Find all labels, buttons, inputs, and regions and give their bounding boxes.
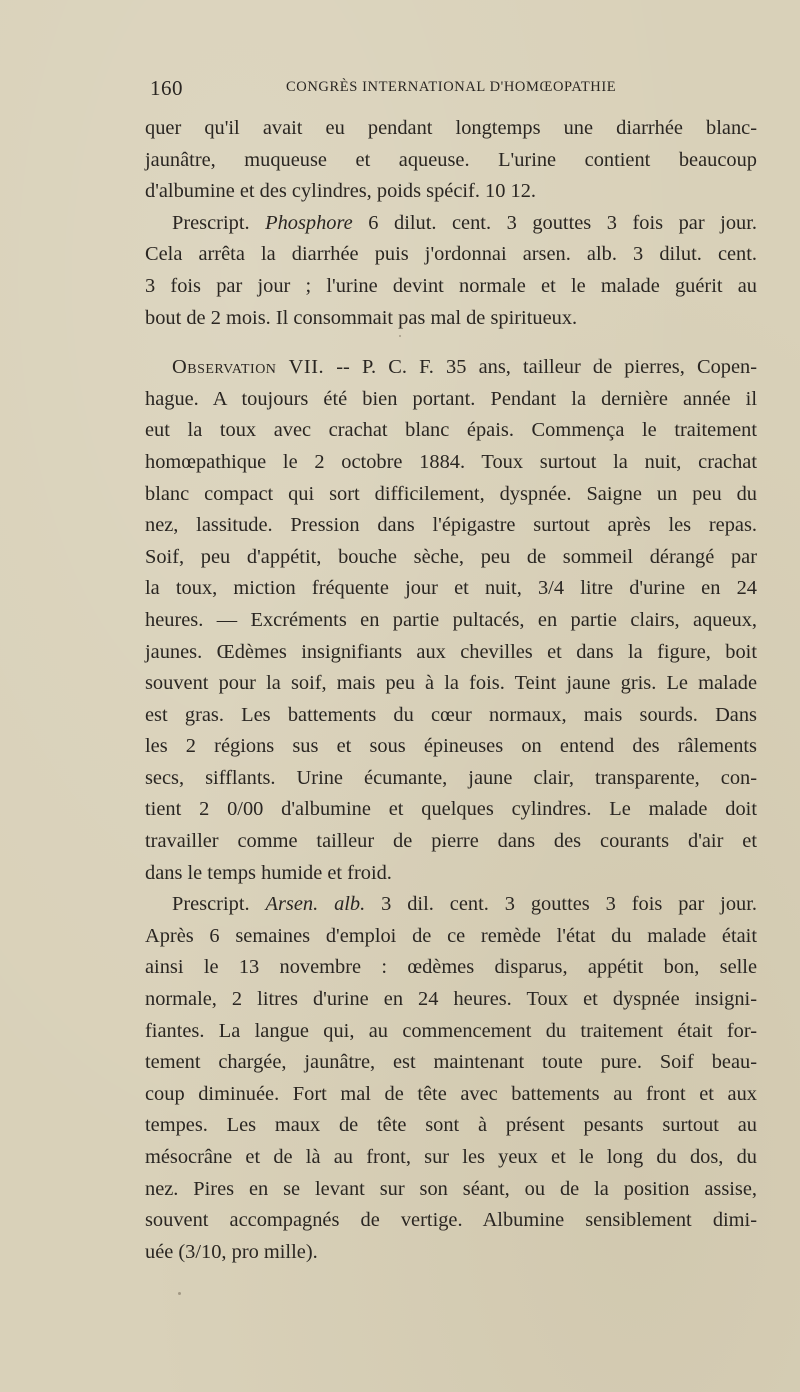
paragraph-prescription-2 bbox=[145, 889, 757, 1268]
text-line: blanc compact qui sort difficilement, dyspnée. Saigne un peu du bbox=[145, 482, 757, 505]
running-head: CONGRÈS INTERNATIONAL D'HOMŒOPATHIE bbox=[286, 79, 617, 95]
text-line: travailler comme tailleur de pierre dans des courants d'air et bbox=[145, 830, 757, 853]
text-line: heures. — Excréments en partie pultacés, en partie clairs, aqueux, bbox=[145, 608, 757, 631]
text-line: souvent accompagnés de vertige. Albumine sensiblement dimi- bbox=[145, 1209, 757, 1232]
prescript-dose: 3 dil. cent. 3 gouttes 3 fois par jour. bbox=[365, 893, 757, 916]
text-line: secs, sifflants. Urine écumante, jaune clair, transparente, con- bbox=[145, 766, 757, 789]
page-header bbox=[150, 76, 760, 100]
text-line: bout de 2 mois. Il consommait pas mal de spiritueux. bbox=[145, 306, 578, 329]
text-line: normale, 2 litres d'urine en 24 heures. Toux et dyspnée insigni- bbox=[145, 988, 757, 1011]
paragraph-continuation bbox=[145, 113, 757, 208]
text-line: dans le temps humide et froid. bbox=[145, 861, 392, 884]
text-line: la toux, miction fréquente jour et nuit, 3/4 litre d'urine en 24 bbox=[145, 577, 757, 600]
text-line bbox=[145, 889, 757, 921]
observation-section bbox=[145, 352, 757, 889]
text-line: jaunâtre, muqueuse et aqueuse. L'urine contient beaucoup bbox=[145, 148, 757, 171]
text-line: Cela arrêta la diarrhée puis j'ordonnai arsen. alb. 3 dilut. cent. bbox=[145, 243, 757, 266]
text-line: homœpathique le 2 octobre 1884. Toux surtout la nuit, crachat bbox=[145, 450, 757, 473]
text-line: Après 6 semaines d'emploi de ce remède l'état du malade était bbox=[145, 924, 757, 947]
text-line: nez. Pires en se levant sur son séant, ou de la position assise, bbox=[145, 1177, 757, 1200]
text-line: est gras. Les battements du cœur normaux, mais sourds. Dans bbox=[145, 703, 757, 726]
text-line: jaunes. Œdèmes insignifiants aux chevilles et dans la figure, boit bbox=[145, 640, 757, 663]
observation-heading: Observation VII. bbox=[172, 356, 325, 379]
text-line: tient 2 0/00 d'albumine et quelques cylindres. Le malade doit bbox=[145, 798, 757, 821]
drug-name: Arsen. alb. bbox=[265, 893, 366, 916]
text-line bbox=[145, 352, 757, 384]
paper-speck bbox=[399, 335, 401, 337]
prescript-label: Prescript. bbox=[172, 211, 266, 234]
text-line: coup diminuée. Fort mal de tête avec battements au front et aux bbox=[145, 1082, 757, 1105]
drug-name: Phosphore bbox=[265, 211, 353, 234]
text-line: d'albumine et des cylindres, poids spécif. 10 12. bbox=[145, 180, 537, 203]
body-text bbox=[145, 113, 757, 1268]
text-line: hague. A toujours été bien portant. Pendant la dernière année il bbox=[145, 387, 757, 410]
text-line: uée (3/10, pro mille). bbox=[145, 1240, 318, 1263]
text-line: quer qu'il avait eu pendant longtemps une diarrhée blanc- bbox=[145, 117, 757, 139]
paragraph-prescription-1 bbox=[145, 208, 757, 334]
text-line: tement chargée, jaunâtre, est maintenant toute pure. Soif beau- bbox=[145, 1051, 757, 1074]
text-line: Soif, peu d'appétit, bouche sèche, peu de sommeil dérangé par bbox=[145, 545, 757, 568]
text-line: fiantes. La langue qui, au commencement du traitement était for- bbox=[145, 1019, 757, 1042]
text-line bbox=[145, 208, 757, 240]
prescript-label: Prescript. bbox=[172, 893, 266, 916]
prescript-dose: 6 dilut. cent. 3 gouttes 3 fois par jour. bbox=[352, 211, 757, 234]
text-line: eut la toux avec crachat blanc épais. Commença le traitement bbox=[145, 419, 757, 442]
text-line: les 2 régions sus et sous épineuses on entend des râlements bbox=[145, 735, 757, 758]
text-line: souvent pour la soif, mais peu à la fois. Teint jaune gris. Le malade bbox=[145, 672, 757, 695]
text-line: nez, lassitude. Pression dans l'épigastre surtout après les repas. bbox=[145, 514, 757, 537]
text-line: mésocrâne et de là au front, sur les yeux et le long du dos, du bbox=[145, 1146, 757, 1168]
paragraph-gap bbox=[145, 334, 757, 352]
text-line: tempes. Les maux de tête sont à présent pesants surtout au bbox=[145, 1114, 757, 1137]
text-line: ainsi le 13 novembre : œdèmes disparus, appétit bon, selle bbox=[145, 956, 757, 979]
text-line: 3 fois par jour ; l'urine devint normale et le malade guérit au bbox=[145, 274, 757, 297]
page-number: 160 bbox=[150, 76, 183, 100]
observation-intro: -- P. C. F. 35 ans, tailleur de pierres, Copen- bbox=[324, 356, 757, 379]
paper-speck bbox=[178, 1292, 181, 1295]
